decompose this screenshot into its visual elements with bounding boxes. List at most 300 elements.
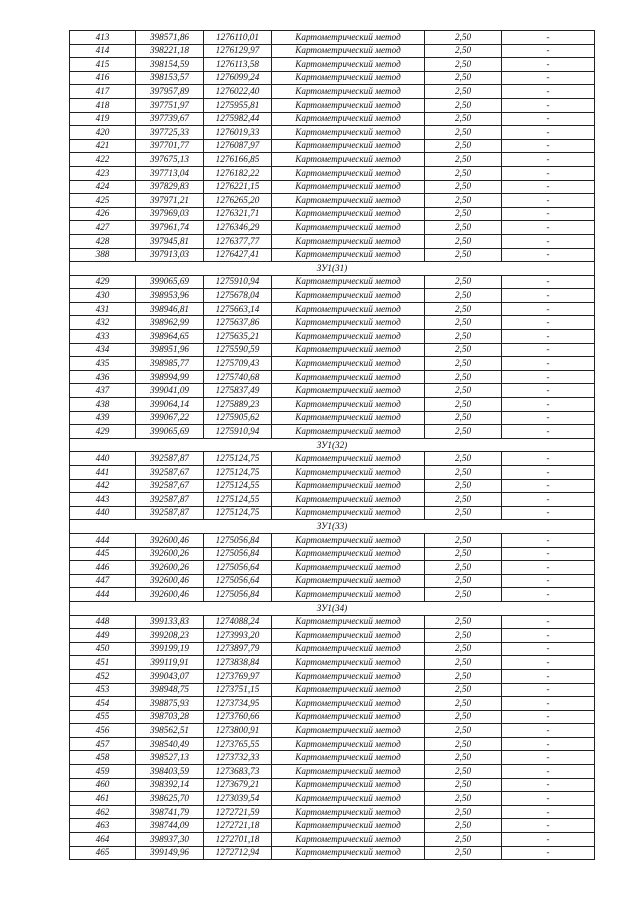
table-row xyxy=(70,357,595,371)
y-coordinate-cell: 1275056,64 xyxy=(204,561,272,575)
table-row xyxy=(70,112,595,126)
method-cell: Картометрический метод xyxy=(272,207,425,221)
table-row xyxy=(70,207,595,221)
x-coordinate-cell: 399208,23 xyxy=(136,629,204,643)
point-number-cell: 434 xyxy=(70,343,136,357)
note-cell: - xyxy=(502,153,595,167)
x-coordinate-cell: 398985,77 xyxy=(136,357,204,371)
accuracy-cell: 2,50 xyxy=(425,805,502,819)
x-coordinate-cell: 399149,96 xyxy=(136,846,204,860)
accuracy-cell: 2,50 xyxy=(425,425,502,439)
accuracy-cell: 2,50 xyxy=(425,765,502,779)
y-coordinate-cell: 1276427,41 xyxy=(204,248,272,262)
table-row xyxy=(70,71,595,85)
point-number-cell: 429 xyxy=(70,425,136,439)
accuracy-cell: 2,50 xyxy=(425,166,502,180)
y-coordinate-cell: 1273838,84 xyxy=(204,656,272,670)
table-row xyxy=(70,153,595,167)
method-cell: Картометрический метод xyxy=(272,357,425,371)
accuracy-cell: 2,50 xyxy=(425,85,502,99)
note-cell: - xyxy=(502,194,595,208)
accuracy-cell: 2,50 xyxy=(425,629,502,643)
table-row xyxy=(70,737,595,751)
note-cell: - xyxy=(502,71,595,85)
y-coordinate-cell: 1273039,54 xyxy=(204,792,272,806)
accuracy-cell: 2,50 xyxy=(425,669,502,683)
y-coordinate-cell: 1272701,18 xyxy=(204,833,272,847)
note-cell: - xyxy=(502,846,595,860)
y-coordinate-cell: 1275635,21 xyxy=(204,330,272,344)
table-row xyxy=(70,44,595,58)
note-cell: - xyxy=(502,58,595,72)
accuracy-cell: 2,50 xyxy=(425,710,502,724)
y-coordinate-cell: 1275663,14 xyxy=(204,302,272,316)
note-cell: - xyxy=(502,697,595,711)
table-row xyxy=(70,302,595,316)
point-number-cell: 438 xyxy=(70,398,136,412)
table-row xyxy=(70,180,595,194)
note-cell: - xyxy=(502,234,595,248)
point-number-cell: 457 xyxy=(70,737,136,751)
y-coordinate-cell: 1275837,49 xyxy=(204,384,272,398)
y-coordinate-cell: 1275678,04 xyxy=(204,289,272,303)
point-number-cell: 455 xyxy=(70,710,136,724)
point-number-cell: 461 xyxy=(70,792,136,806)
accuracy-cell: 2,50 xyxy=(425,615,502,629)
x-coordinate-cell: 398403,59 xyxy=(136,765,204,779)
y-coordinate-cell: 1276019,33 xyxy=(204,126,272,140)
accuracy-cell: 2,50 xyxy=(425,289,502,303)
y-coordinate-cell: 1273751,15 xyxy=(204,683,272,697)
x-coordinate-cell: 397971,21 xyxy=(136,194,204,208)
point-number-cell: 431 xyxy=(70,302,136,316)
method-cell: Картометрический метод xyxy=(272,166,425,180)
x-coordinate-cell: 398744,09 xyxy=(136,819,204,833)
point-number-cell: 444 xyxy=(70,533,136,547)
x-coordinate-cell: 392587,67 xyxy=(136,479,204,493)
method-cell: Картометрический метод xyxy=(272,398,425,412)
note-cell: - xyxy=(502,805,595,819)
method-cell: Картометрический метод xyxy=(272,98,425,112)
y-coordinate-cell: 1275590,59 xyxy=(204,343,272,357)
note-cell: - xyxy=(502,656,595,670)
method-cell: Картометрический метод xyxy=(272,425,425,439)
accuracy-cell: 2,50 xyxy=(425,846,502,860)
accuracy-cell: 2,50 xyxy=(425,316,502,330)
note-cell: - xyxy=(502,778,595,792)
table-row xyxy=(70,139,595,153)
method-cell: Картометрический метод xyxy=(272,805,425,819)
section-row xyxy=(70,262,595,276)
x-coordinate-cell: 398946,81 xyxy=(136,302,204,316)
y-coordinate-cell: 1273760,66 xyxy=(204,710,272,724)
x-coordinate-cell: 397739,67 xyxy=(136,112,204,126)
y-coordinate-cell: 1273800,91 xyxy=(204,724,272,738)
method-cell: Картометрический метод xyxy=(272,533,425,547)
point-number-cell: 447 xyxy=(70,574,136,588)
table-row xyxy=(70,833,595,847)
method-cell: Картометрический метод xyxy=(272,330,425,344)
y-coordinate-cell: 1273734,95 xyxy=(204,697,272,711)
table-row xyxy=(70,398,595,412)
method-cell: Картометрический метод xyxy=(272,765,425,779)
note-cell: - xyxy=(502,166,595,180)
table-row xyxy=(70,85,595,99)
note-cell: - xyxy=(502,561,595,575)
note-cell: - xyxy=(502,833,595,847)
accuracy-cell: 2,50 xyxy=(425,833,502,847)
method-cell: Картометрический метод xyxy=(272,139,425,153)
x-coordinate-cell: 398937,30 xyxy=(136,833,204,847)
y-coordinate-cell: 1275637,86 xyxy=(204,316,272,330)
method-cell: Картометрический метод xyxy=(272,466,425,480)
point-number-cell: 440 xyxy=(70,452,136,466)
note-cell: - xyxy=(502,316,595,330)
table-row xyxy=(70,506,595,520)
note-cell: - xyxy=(502,180,595,194)
x-coordinate-cell: 398625,70 xyxy=(136,792,204,806)
note-cell: - xyxy=(502,207,595,221)
table-row xyxy=(70,425,595,439)
note-cell: - xyxy=(502,139,595,153)
y-coordinate-cell: 1276265,20 xyxy=(204,194,272,208)
table-row xyxy=(70,846,595,860)
table-row xyxy=(70,765,595,779)
point-number-cell: 419 xyxy=(70,112,136,126)
accuracy-cell: 2,50 xyxy=(425,44,502,58)
point-number-cell: 460 xyxy=(70,778,136,792)
method-cell: Картометрический метод xyxy=(272,669,425,683)
table-row xyxy=(70,343,595,357)
x-coordinate-cell: 398948,75 xyxy=(136,683,204,697)
note-cell: - xyxy=(502,792,595,806)
note-cell: - xyxy=(502,221,595,235)
x-coordinate-cell: 398875,93 xyxy=(136,697,204,711)
accuracy-cell: 2,50 xyxy=(425,724,502,738)
accuracy-cell: 2,50 xyxy=(425,194,502,208)
note-cell: - xyxy=(502,452,595,466)
x-coordinate-cell: 398221,18 xyxy=(136,44,204,58)
x-coordinate-cell: 397969,03 xyxy=(136,207,204,221)
x-coordinate-cell: 392587,87 xyxy=(136,493,204,507)
point-number-cell: 448 xyxy=(70,615,136,629)
point-number-cell: 414 xyxy=(70,44,136,58)
method-cell: Картометрический метод xyxy=(272,615,425,629)
y-coordinate-cell: 1275955,81 xyxy=(204,98,272,112)
method-cell: Картометрический метод xyxy=(272,85,425,99)
note-cell: - xyxy=(502,44,595,58)
method-cell: Картометрический метод xyxy=(272,547,425,561)
point-number-cell: 456 xyxy=(70,724,136,738)
point-number-cell: 440 xyxy=(70,506,136,520)
accuracy-cell: 2,50 xyxy=(425,574,502,588)
y-coordinate-cell: 1276321,71 xyxy=(204,207,272,221)
method-cell: Картометрический метод xyxy=(272,180,425,194)
method-cell: Картометрический метод xyxy=(272,289,425,303)
note-cell: - xyxy=(502,248,595,262)
method-cell: Картометрический метод xyxy=(272,574,425,588)
x-coordinate-cell: 398540,49 xyxy=(136,737,204,751)
point-number-cell: 426 xyxy=(70,207,136,221)
method-cell: Картометрический метод xyxy=(272,683,425,697)
accuracy-cell: 2,50 xyxy=(425,533,502,547)
method-cell: Картометрический метод xyxy=(272,656,425,670)
y-coordinate-cell: 1276087,97 xyxy=(204,139,272,153)
table-row xyxy=(70,126,595,140)
x-coordinate-cell: 398527,13 xyxy=(136,751,204,765)
x-coordinate-cell: 398154,59 xyxy=(136,58,204,72)
accuracy-cell: 2,50 xyxy=(425,384,502,398)
accuracy-cell: 2,50 xyxy=(425,180,502,194)
y-coordinate-cell: 1276129,97 xyxy=(204,44,272,58)
accuracy-cell: 2,50 xyxy=(425,139,502,153)
x-coordinate-cell: 397675,13 xyxy=(136,153,204,167)
y-coordinate-cell: 1275124,55 xyxy=(204,493,272,507)
section-title: ЗУ1(33) xyxy=(70,520,595,534)
table-row xyxy=(70,493,595,507)
method-cell: Картометрический метод xyxy=(272,71,425,85)
y-coordinate-cell: 1274088,24 xyxy=(204,615,272,629)
y-coordinate-cell: 1275124,75 xyxy=(204,452,272,466)
coordinates-table xyxy=(69,30,595,860)
point-number-cell: 450 xyxy=(70,642,136,656)
accuracy-cell: 2,50 xyxy=(425,275,502,289)
note-cell: - xyxy=(502,112,595,126)
table-row xyxy=(70,31,595,45)
point-number-cell: 446 xyxy=(70,561,136,575)
coordinates-table-body xyxy=(70,31,595,860)
method-cell: Картометрический метод xyxy=(272,316,425,330)
x-coordinate-cell: 399199,19 xyxy=(136,642,204,656)
accuracy-cell: 2,50 xyxy=(425,126,502,140)
point-number-cell: 443 xyxy=(70,493,136,507)
table-row xyxy=(70,574,595,588)
table-row xyxy=(70,98,595,112)
method-cell: Картометрический метод xyxy=(272,792,425,806)
point-number-cell: 427 xyxy=(70,221,136,235)
x-coordinate-cell: 392587,87 xyxy=(136,506,204,520)
y-coordinate-cell: 1273732,33 xyxy=(204,751,272,765)
x-coordinate-cell: 392587,67 xyxy=(136,466,204,480)
y-coordinate-cell: 1275740,68 xyxy=(204,370,272,384)
point-number-cell: 453 xyxy=(70,683,136,697)
y-coordinate-cell: 1273679,21 xyxy=(204,778,272,792)
accuracy-cell: 2,50 xyxy=(425,411,502,425)
x-coordinate-cell: 398392,14 xyxy=(136,778,204,792)
method-cell: Картометрический метод xyxy=(272,697,425,711)
method-cell: Картометрический метод xyxy=(272,248,425,262)
y-coordinate-cell: 1273769,97 xyxy=(204,669,272,683)
x-coordinate-cell: 397961,74 xyxy=(136,221,204,235)
x-coordinate-cell: 399119,91 xyxy=(136,656,204,670)
point-number-cell: 441 xyxy=(70,466,136,480)
y-coordinate-cell: 1275056,64 xyxy=(204,574,272,588)
point-number-cell: 420 xyxy=(70,126,136,140)
note-cell: - xyxy=(502,629,595,643)
accuracy-cell: 2,50 xyxy=(425,234,502,248)
note-cell: - xyxy=(502,126,595,140)
y-coordinate-cell: 1276099,24 xyxy=(204,71,272,85)
point-number-cell: 430 xyxy=(70,289,136,303)
table-row xyxy=(70,697,595,711)
method-cell: Картометрический метод xyxy=(272,479,425,493)
y-coordinate-cell: 1275056,84 xyxy=(204,547,272,561)
table-row xyxy=(70,234,595,248)
method-cell: Картометрический метод xyxy=(272,58,425,72)
y-coordinate-cell: 1272721,18 xyxy=(204,819,272,833)
method-cell: Картометрический метод xyxy=(272,411,425,425)
point-number-cell: 425 xyxy=(70,194,136,208)
x-coordinate-cell: 398741,79 xyxy=(136,805,204,819)
note-cell: - xyxy=(502,683,595,697)
note-cell: - xyxy=(502,275,595,289)
accuracy-cell: 2,50 xyxy=(425,370,502,384)
accuracy-cell: 2,50 xyxy=(425,58,502,72)
y-coordinate-cell: 1276377,77 xyxy=(204,234,272,248)
y-coordinate-cell: 1273683,73 xyxy=(204,765,272,779)
point-number-cell: 465 xyxy=(70,846,136,860)
note-cell: - xyxy=(502,411,595,425)
table-row xyxy=(70,561,595,575)
accuracy-cell: 2,50 xyxy=(425,697,502,711)
point-number-cell: 436 xyxy=(70,370,136,384)
note-cell: - xyxy=(502,751,595,765)
table-row xyxy=(70,221,595,235)
y-coordinate-cell: 1276182,22 xyxy=(204,166,272,180)
method-cell: Картометрический метод xyxy=(272,31,425,45)
y-coordinate-cell: 1275124,55 xyxy=(204,479,272,493)
method-cell: Картометрический метод xyxy=(272,452,425,466)
note-cell: - xyxy=(502,370,595,384)
note-cell: - xyxy=(502,547,595,561)
section-row xyxy=(70,601,595,615)
table-row xyxy=(70,710,595,724)
table-row xyxy=(70,370,595,384)
table-row xyxy=(70,792,595,806)
table-row xyxy=(70,751,595,765)
note-cell: - xyxy=(502,302,595,316)
y-coordinate-cell: 1276166,85 xyxy=(204,153,272,167)
note-cell: - xyxy=(502,642,595,656)
accuracy-cell: 2,50 xyxy=(425,398,502,412)
method-cell: Картометрический метод xyxy=(272,343,425,357)
method-cell: Картометрический метод xyxy=(272,751,425,765)
point-number-cell: 439 xyxy=(70,411,136,425)
accuracy-cell: 2,50 xyxy=(425,452,502,466)
note-cell: - xyxy=(502,31,595,45)
point-number-cell: 417 xyxy=(70,85,136,99)
accuracy-cell: 2,50 xyxy=(425,31,502,45)
point-number-cell: 418 xyxy=(70,98,136,112)
accuracy-cell: 2,50 xyxy=(425,302,502,316)
x-coordinate-cell: 398962,99 xyxy=(136,316,204,330)
accuracy-cell: 2,50 xyxy=(425,112,502,126)
x-coordinate-cell: 392600,26 xyxy=(136,561,204,575)
note-cell: - xyxy=(502,330,595,344)
x-coordinate-cell: 392587,87 xyxy=(136,452,204,466)
point-number-cell: 422 xyxy=(70,153,136,167)
table-row xyxy=(70,533,595,547)
method-cell: Картометрический метод xyxy=(272,234,425,248)
method-cell: Картометрический метод xyxy=(272,737,425,751)
accuracy-cell: 2,50 xyxy=(425,98,502,112)
method-cell: Картометрический метод xyxy=(272,629,425,643)
accuracy-cell: 2,50 xyxy=(425,819,502,833)
method-cell: Картометрический метод xyxy=(272,561,425,575)
method-cell: Картометрический метод xyxy=(272,384,425,398)
note-cell: - xyxy=(502,398,595,412)
x-coordinate-cell: 392600,46 xyxy=(136,588,204,602)
table-row xyxy=(70,330,595,344)
table-row xyxy=(70,683,595,697)
accuracy-cell: 2,50 xyxy=(425,207,502,221)
table-row xyxy=(70,452,595,466)
x-coordinate-cell: 399065,69 xyxy=(136,275,204,289)
accuracy-cell: 2,50 xyxy=(425,343,502,357)
point-number-cell: 458 xyxy=(70,751,136,765)
point-number-cell: 462 xyxy=(70,805,136,819)
accuracy-cell: 2,50 xyxy=(425,466,502,480)
note-cell: - xyxy=(502,588,595,602)
accuracy-cell: 2,50 xyxy=(425,792,502,806)
note-cell: - xyxy=(502,289,595,303)
table-row xyxy=(70,466,595,480)
point-number-cell: 428 xyxy=(70,234,136,248)
y-coordinate-cell: 1275889,23 xyxy=(204,398,272,412)
x-coordinate-cell: 399067,22 xyxy=(136,411,204,425)
table-row xyxy=(70,58,595,72)
table-row xyxy=(70,166,595,180)
y-coordinate-cell: 1275905,62 xyxy=(204,411,272,425)
method-cell: Картометрический метод xyxy=(272,302,425,316)
note-cell: - xyxy=(502,343,595,357)
x-coordinate-cell: 399064,14 xyxy=(136,398,204,412)
method-cell: Картометрический метод xyxy=(272,833,425,847)
accuracy-cell: 2,50 xyxy=(425,357,502,371)
x-coordinate-cell: 397957,89 xyxy=(136,85,204,99)
point-number-cell: 416 xyxy=(70,71,136,85)
y-coordinate-cell: 1276113,58 xyxy=(204,58,272,72)
point-number-cell: 423 xyxy=(70,166,136,180)
point-number-cell: 413 xyxy=(70,31,136,45)
accuracy-cell: 2,50 xyxy=(425,588,502,602)
y-coordinate-cell: 1275124,75 xyxy=(204,466,272,480)
section-row xyxy=(70,438,595,452)
point-number-cell: 442 xyxy=(70,479,136,493)
note-cell: - xyxy=(502,493,595,507)
table-row xyxy=(70,588,595,602)
table-row xyxy=(70,778,595,792)
y-coordinate-cell: 1276346,29 xyxy=(204,221,272,235)
accuracy-cell: 2,50 xyxy=(425,506,502,520)
accuracy-cell: 2,50 xyxy=(425,751,502,765)
note-cell: - xyxy=(502,615,595,629)
method-cell: Картометрический метод xyxy=(272,493,425,507)
x-coordinate-cell: 399041,09 xyxy=(136,384,204,398)
accuracy-cell: 2,50 xyxy=(425,737,502,751)
table-row xyxy=(70,724,595,738)
point-number-cell: 452 xyxy=(70,669,136,683)
point-number-cell: 433 xyxy=(70,330,136,344)
accuracy-cell: 2,50 xyxy=(425,330,502,344)
accuracy-cell: 2,50 xyxy=(425,683,502,697)
accuracy-cell: 2,50 xyxy=(425,248,502,262)
point-number-cell: 451 xyxy=(70,656,136,670)
x-coordinate-cell: 398953,96 xyxy=(136,289,204,303)
accuracy-cell: 2,50 xyxy=(425,221,502,235)
method-cell: Картометрический метод xyxy=(272,506,425,520)
y-coordinate-cell: 1276110,01 xyxy=(204,31,272,45)
